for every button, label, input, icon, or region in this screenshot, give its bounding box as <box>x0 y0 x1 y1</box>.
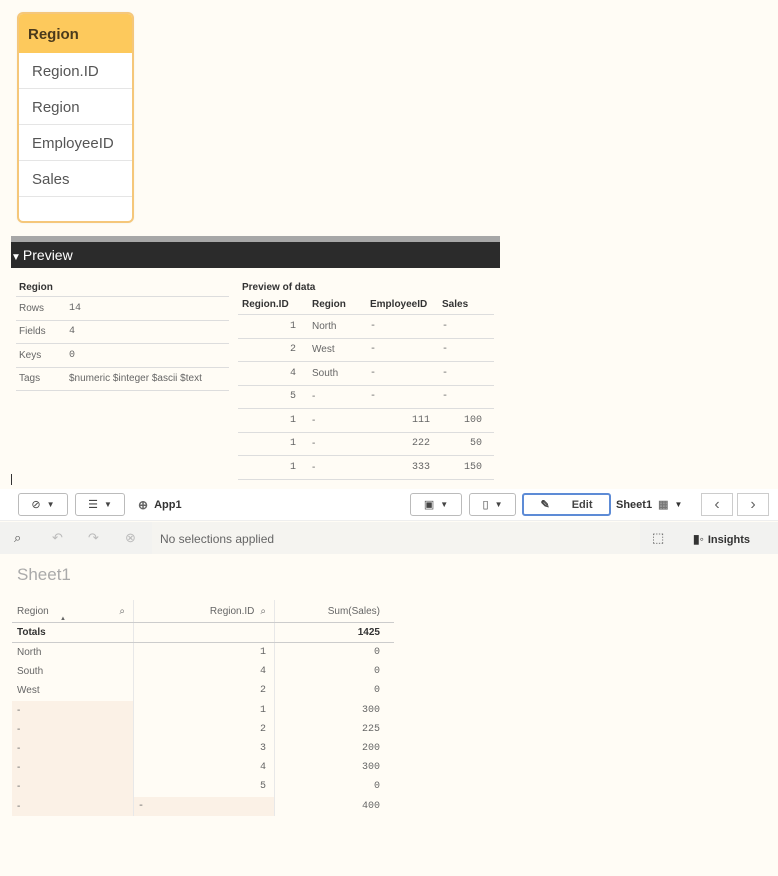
cell-region-id[interactable]: 5 <box>133 777 274 796</box>
cell-sum-sales: 225 <box>274 720 394 739</box>
cell-region-id[interactable]: 2 <box>133 681 274 700</box>
cell-region-id[interactable]: 1 <box>133 701 274 720</box>
table-row[interactable] <box>12 701 394 720</box>
metadata-value: 4 <box>69 326 76 338</box>
cell: - <box>370 344 377 356</box>
cell: 4 <box>289 367 296 379</box>
column-header-label: Region <box>17 605 49 617</box>
step-back-icon[interactable]: ↶ <box>52 530 63 545</box>
sheet-selector[interactable] <box>616 493 682 516</box>
table-card-region[interactable] <box>17 12 134 223</box>
navigation-menu-button[interactable] <box>18 493 68 516</box>
cell: - <box>442 320 449 332</box>
cell: 1 <box>289 438 296 450</box>
cell: 1 <box>289 320 296 332</box>
cell-sum-sales: 0 <box>274 681 394 700</box>
preview-panel <box>11 270 500 480</box>
chevron-down-icon: ▼ <box>440 500 449 509</box>
metadata-row <box>16 297 229 321</box>
cell-region: - <box>12 758 133 777</box>
table-row[interactable] <box>12 739 394 758</box>
selections-bar <box>0 522 778 554</box>
next-sheet-button[interactable] <box>737 493 769 516</box>
cell: - <box>370 320 377 332</box>
table-field[interactable]: Region.ID <box>19 53 132 89</box>
chevron-left-icon: ‹ <box>714 495 720 513</box>
preview-data-row <box>238 409 494 433</box>
metadata-key: Keys <box>19 349 42 361</box>
cell: - <box>312 391 316 403</box>
present-button[interactable] <box>410 493 462 516</box>
previous-sheet-button[interactable] <box>701 493 733 516</box>
cell: - <box>312 438 316 450</box>
chevron-down-icon: ▼ <box>674 500 683 509</box>
table-row[interactable] <box>12 777 394 796</box>
preview-data-table <box>238 279 494 480</box>
search-icon[interactable]: ⌕ <box>260 605 266 617</box>
cell: 100 <box>463 414 482 426</box>
preview-data-row <box>238 386 494 410</box>
column-header: Region.ID <box>242 299 289 310</box>
table-card-title: Region <box>19 14 132 53</box>
metadata-row <box>16 368 229 392</box>
smart-search-icon[interactable]: ⌕ <box>14 530 22 545</box>
preview-data-row <box>238 315 494 339</box>
bookmarks-button[interactable] <box>469 493 516 516</box>
metadata-row <box>16 321 229 345</box>
preview-header[interactable] <box>11 236 500 268</box>
selection-tool-icon[interactable]: ⬚ <box>652 530 665 545</box>
cell-region-id[interactable]: 2 <box>133 720 274 739</box>
cell: 222 <box>411 438 430 450</box>
cell: - <box>442 344 449 356</box>
table-field[interactable]: Region <box>19 89 132 125</box>
table-row[interactable] <box>12 662 394 681</box>
metadata-key: Fields <box>19 326 46 338</box>
straight-table <box>12 600 394 816</box>
cell: 333 <box>411 461 430 473</box>
search-icon[interactable]: ⌕ <box>119 605 125 617</box>
cell-sum-sales: 400 <box>274 797 394 816</box>
cell: 5 <box>289 391 296 403</box>
chevron-right-icon: › <box>750 495 756 513</box>
chevron-down-icon: ▼ <box>494 500 503 509</box>
app-name-label: App1 <box>154 499 182 511</box>
cell-sum-sales: 300 <box>274 758 394 777</box>
preview-data-row <box>238 433 494 457</box>
cell: 111 <box>411 414 430 426</box>
cell-sum-sales: 0 <box>274 662 394 681</box>
step-forward-icon[interactable]: ↷ <box>88 530 99 545</box>
cell: 50 <box>469 438 482 450</box>
column-header-label: Sum(Sales) <box>327 605 380 617</box>
cell-sum-sales: 200 <box>274 739 394 758</box>
cell: South <box>312 367 339 379</box>
cell: 2 <box>289 344 296 356</box>
globe-icon: ⊕ <box>138 498 149 512</box>
cell: 150 <box>463 461 482 473</box>
column-header-region-id[interactable] <box>133 600 274 622</box>
table-row[interactable] <box>12 797 394 816</box>
metadata-title: Region <box>16 279 229 297</box>
presentation-icon: ▣ <box>423 499 435 511</box>
metadata-value: $numeric $integer $ascii $text <box>69 373 202 385</box>
selections-status: No selections applied <box>152 522 640 554</box>
cell-sum-sales: 0 <box>274 643 394 662</box>
column-header-sum-sales[interactable] <box>274 600 394 622</box>
metadata-value: 0 <box>69 349 76 361</box>
text-cursor <box>11 474 12 485</box>
insights-label: Insights <box>707 534 751 546</box>
table-row[interactable] <box>12 758 394 777</box>
preview-data-row <box>238 339 494 363</box>
clear-selections-icon[interactable]: ⊗ <box>125 530 136 545</box>
cell-region[interactable]: South <box>17 666 44 678</box>
column-header: Region <box>312 299 346 310</box>
cell: 1 <box>289 461 296 473</box>
bar-chart-icon: ▦ <box>658 499 669 511</box>
table-field[interactable]: EmployeeID <box>19 125 132 161</box>
chevron-down-icon: ▼ <box>46 500 55 509</box>
preview-data-title: Preview of data <box>242 282 316 293</box>
insights-icon: ▮◦ <box>693 532 704 546</box>
cell: 1 <box>289 414 296 426</box>
metadata-key: Rows <box>19 302 45 314</box>
cell-region-id: - <box>133 797 274 816</box>
column-header: Sales <box>442 299 469 310</box>
cell-region: - <box>12 701 133 720</box>
sheet-title: Sheet1 <box>17 565 71 584</box>
cell-region[interactable]: North <box>17 647 42 659</box>
compass-icon: ⊘ <box>31 499 41 511</box>
totals-label: Totals <box>17 627 46 638</box>
column-header: EmployeeID <box>370 299 428 310</box>
cell: North <box>312 320 337 332</box>
totals-id <box>133 623 274 642</box>
cell-region: - <box>12 720 133 739</box>
metadata-key: Tags <box>19 373 41 385</box>
preview-data-header <box>238 295 494 315</box>
cell: - <box>442 367 449 379</box>
cell-region[interactable]: West <box>17 685 40 697</box>
bookmark-icon: ▯ <box>482 499 489 511</box>
cell-region-id[interactable]: 4 <box>133 758 274 777</box>
list-icon: ☰ <box>88 499 98 511</box>
cell: - <box>370 391 377 403</box>
totals-row <box>12 623 394 643</box>
cell-region: - <box>12 739 133 758</box>
table-row[interactable] <box>12 720 394 739</box>
collapse-triangle-icon[interactable]: ▼ <box>11 252 21 263</box>
app-toolbar <box>0 489 778 521</box>
cell-region-id[interactable]: 3 <box>133 739 274 758</box>
pencil-icon: ✎ <box>540 499 550 511</box>
preview-data-row <box>238 362 494 386</box>
app-title[interactable] <box>138 498 182 512</box>
cell: - <box>370 367 377 379</box>
chevron-down-icon: ▼ <box>103 500 112 509</box>
cell-sum-sales: 0 <box>274 777 394 796</box>
cell-region-id[interactable]: 1 <box>133 643 274 662</box>
table-field[interactable]: Sales <box>19 161 132 197</box>
table-row[interactable] <box>12 681 394 700</box>
sort-ascending-icon: ▲ <box>60 616 66 622</box>
cell-sum-sales: 300 <box>274 701 394 720</box>
insights-button[interactable] <box>693 532 750 546</box>
cell-region: - <box>12 797 133 816</box>
table-row[interactable] <box>12 643 394 662</box>
table-metadata <box>16 279 229 391</box>
column-header-label: Region.ID <box>209 605 255 617</box>
preview-header-label: Preview <box>22 247 73 263</box>
metadata-row <box>16 344 229 368</box>
cell: West <box>312 344 335 356</box>
cell: - <box>442 391 449 403</box>
cell-region: - <box>12 777 133 796</box>
totals-sum: 1425 <box>274 623 394 642</box>
sheet-name: Sheet1 <box>616 498 653 511</box>
cell: - <box>312 414 316 426</box>
global-menu-button[interactable] <box>75 493 125 516</box>
column-header-region[interactable] <box>12 600 133 622</box>
cell: - <box>312 461 316 473</box>
edit-label: Edit <box>571 498 593 511</box>
table-header <box>12 600 394 623</box>
cell-region-id[interactable]: 4 <box>133 662 274 681</box>
edit-button[interactable] <box>522 493 611 516</box>
preview-data-row <box>238 456 494 480</box>
metadata-value: 14 <box>69 302 82 314</box>
